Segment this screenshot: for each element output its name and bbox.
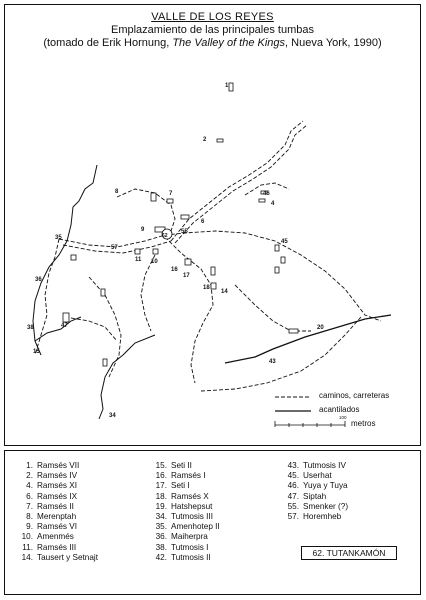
cliff-line	[35, 317, 81, 341]
map-label-16: 16	[171, 267, 178, 273]
list-item: 38. Tutmosis I	[155, 542, 209, 552]
map-label-1: 1	[225, 83, 229, 89]
map-label-6: 6	[201, 219, 205, 225]
tomb-marker	[229, 83, 233, 91]
list-item: 19. Hatshepsut	[155, 501, 213, 511]
tomb-marker	[167, 199, 173, 203]
map-panel	[4, 4, 421, 446]
map-label-20: 20	[317, 325, 324, 331]
map-label-43: 43	[269, 359, 276, 365]
cliff-line	[225, 315, 391, 363]
tomb-marker	[259, 199, 265, 202]
map-label-4: 4	[271, 201, 275, 207]
list-item: 18. Ramsés X	[155, 491, 209, 501]
road-line	[175, 125, 307, 243]
list-item: 7. Ramsés II	[26, 501, 74, 511]
tomb-list-column-2	[145, 461, 220, 563]
map-label-10: 10	[151, 259, 158, 265]
road-line	[235, 285, 311, 331]
list-item: 43. Tutmosis IV	[287, 461, 346, 470]
map-label-18: 18	[203, 285, 210, 291]
road-line	[141, 255, 155, 331]
map-label-34: 34	[109, 413, 116, 419]
key-roads-label: caminos, carreteras	[319, 391, 390, 400]
tomb-marker	[181, 215, 189, 219]
tomb-marker	[281, 257, 285, 263]
tomb-marker	[135, 249, 140, 254]
map-label-62: 62	[162, 233, 168, 239]
list-item: 15. Seti II	[155, 461, 192, 470]
tomb-marker	[211, 267, 215, 275]
tomb-marker	[71, 255, 76, 260]
map-label-8: 8	[115, 189, 119, 195]
tomb-legend	[4, 450, 421, 595]
tomb-marker	[217, 139, 223, 142]
map-label-47: 47	[61, 323, 68, 329]
tomb-marker	[211, 283, 216, 289]
list-item: 47. Siptah	[287, 491, 327, 501]
tomb-marker	[63, 313, 69, 322]
map-label-14: 14	[221, 289, 228, 295]
list-item: 9. Ramsés VI	[26, 522, 78, 532]
cliff-line	[99, 335, 155, 419]
tutankhamun-highlight: 62. TUTANKAMÓN	[301, 546, 397, 560]
list-item: 46. Yuya y Tuya	[287, 481, 348, 491]
list-item: 16. Ramsés I	[155, 471, 206, 481]
road-line	[201, 317, 361, 391]
list-item: 1. Ramsés VII	[26, 461, 80, 470]
tomb-marker	[185, 259, 191, 265]
list-item: 4. Ramsés XI	[26, 481, 78, 491]
list-item: 11. Ramsés III	[22, 542, 77, 552]
list-item: 42. Tutmosis II	[155, 552, 211, 562]
map-label-17: 17	[183, 273, 190, 279]
map-label-7: 7	[169, 191, 173, 197]
map-label-2: 2	[203, 137, 207, 143]
map-label-57: 57	[111, 245, 118, 251]
map-label-46: 46	[263, 191, 270, 197]
list-item: 35. Amenhotep II	[155, 522, 220, 532]
key-cliffs-label: acantilados	[319, 405, 360, 414]
list-item: 45. Userhat	[287, 471, 332, 481]
map-label-45: 45	[281, 239, 288, 245]
tomb-marker	[275, 245, 279, 251]
map-label-38: 38	[27, 325, 34, 331]
map-label-15: 15	[33, 349, 40, 355]
tomb-marker	[275, 267, 279, 273]
scale-value: 100	[339, 415, 347, 420]
list-item: 8. Merenptah	[26, 512, 77, 522]
road-line	[117, 189, 175, 231]
list-item: 14. Tausert y Setnajt	[21, 552, 98, 562]
map-label-36: 36	[35, 277, 42, 283]
list-item: 36. Maiherpra	[155, 532, 208, 542]
tomb-marker	[103, 359, 107, 366]
list-item: 6. Ramsés IX	[26, 491, 78, 501]
tomb-list-column-1	[11, 461, 98, 563]
list-item: 17. Seti I	[155, 481, 190, 491]
map-source: (tomado de Erik Hornung, The Valley of the Kings, Nueva York, 1990)	[43, 37, 382, 49]
scale-bar	[275, 421, 345, 427]
road-line	[59, 231, 381, 321]
tomb-marker	[153, 249, 158, 254]
list-item: 34. Tutmosis III	[155, 512, 214, 522]
map-title: VALLE DE LOS REYES	[151, 11, 274, 23]
tomb-list-column-3	[277, 461, 348, 522]
tomb-marker	[289, 329, 298, 333]
map-label-55: 55	[181, 229, 188, 235]
valley-map	[5, 5, 422, 447]
key-scale-unit: metros	[351, 419, 376, 428]
tomb-marker	[101, 289, 105, 296]
list-item: 10. Amenmés	[21, 532, 74, 542]
map-subtitle: Emplazamiento de las principales tumbas	[111, 24, 314, 36]
map-label-11: 11	[135, 257, 142, 263]
map-label-9: 9	[141, 227, 145, 233]
list-item: 55. Smenker (?)	[287, 501, 349, 511]
tomb-marker	[151, 193, 156, 201]
list-item: 57. Horemheb	[287, 512, 342, 522]
map-label-35: 35	[55, 235, 62, 241]
list-item: 2. Ramsés IV	[26, 471, 78, 481]
road-line	[171, 121, 303, 241]
road-line	[35, 239, 59, 355]
